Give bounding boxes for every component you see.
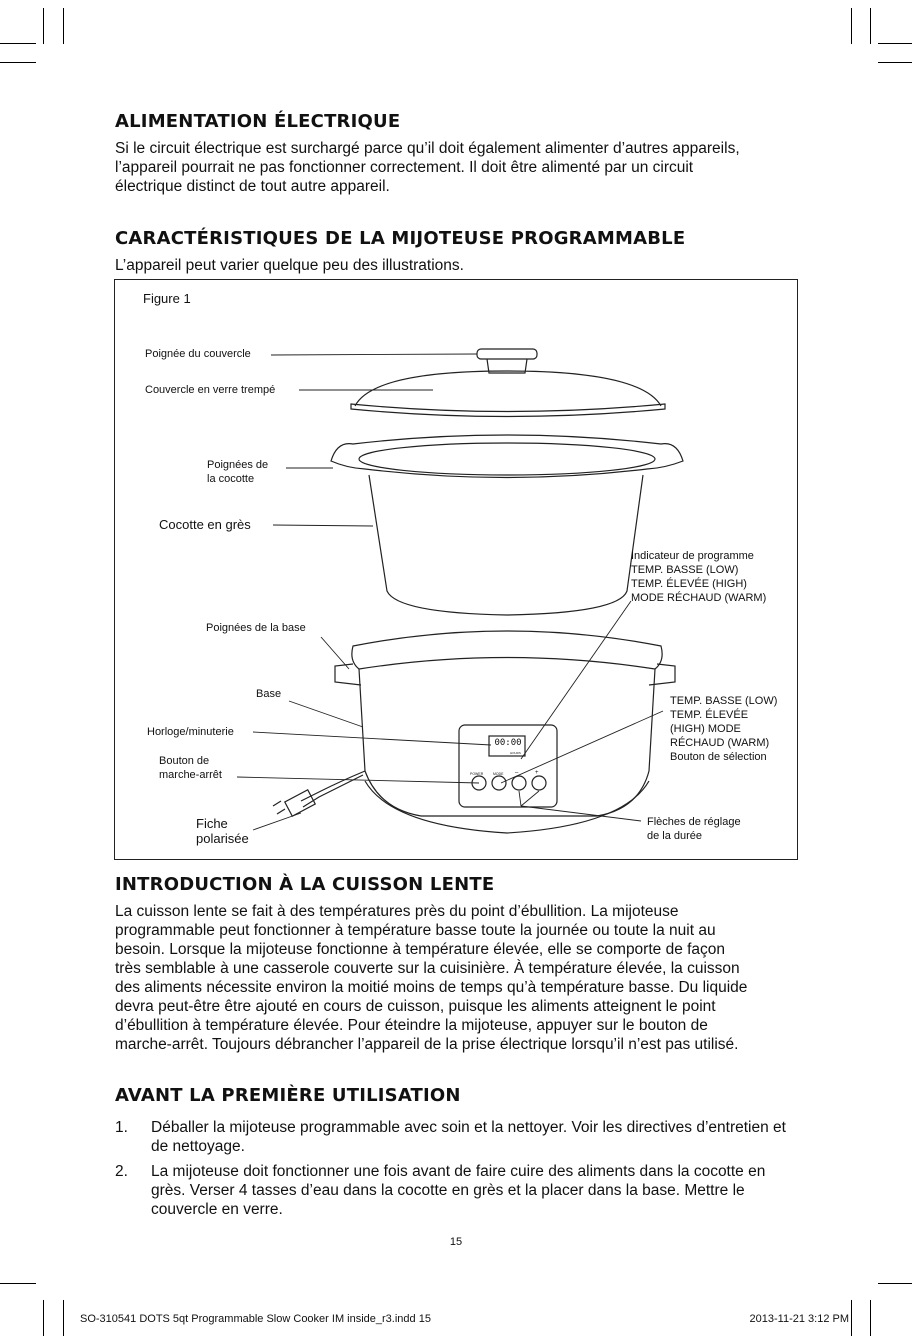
crop-mark — [870, 1300, 871, 1336]
crop-mark — [870, 8, 871, 44]
panel-display-text: 00:00 — [494, 738, 522, 748]
text-line: des aliments nécessite environ la moitié moins de temps qu’à température basse. Du liquide — [115, 979, 748, 996]
lid-rim — [351, 404, 665, 417]
leader-line — [521, 791, 539, 806]
crop-mark — [43, 8, 44, 44]
panel-button-up-label: + — [535, 770, 539, 776]
label-plug: Fiche polarisée — [196, 816, 249, 846]
label-lid-handle: Poignée du couvercle — [145, 348, 251, 360]
crock-opening — [359, 443, 655, 475]
mode-button-knob — [492, 776, 506, 790]
leader-line — [253, 813, 301, 830]
panel-button-down-label: – — [515, 770, 519, 776]
page-number: 15 — [449, 1236, 463, 1248]
label-crock-handles: Poignées de la cocotte — [207, 459, 269, 485]
footer-date-slug: 2013-11-21 3:12 PM — [749, 1313, 849, 1325]
label-stoneware: Cocotte en grès — [159, 517, 251, 532]
power-supply-text — [115, 139, 795, 196]
crock-body — [369, 475, 643, 615]
leader-line — [519, 791, 521, 806]
step-text: Déballer la mijoteuse programmable avec soin et la nettoyer. Voir les directives d’entretien et de nettoyage. — [151, 1119, 786, 1155]
down-button-knob — [512, 776, 526, 790]
text-line: devra peut-être être ajouté en cours de cuisson, puisque les aliments atteignent le point — [115, 998, 716, 1015]
glass-lid — [355, 371, 661, 406]
step-number: 1. — [115, 1119, 128, 1136]
crop-mark — [878, 43, 912, 44]
footer-file-slug: SO-310541 DOTS 5qt Programmable Slow Cooker IM inside_r3.indd 15 — [80, 1313, 431, 1325]
text-line: l’appareil pourrait ne pas fonctionner correctement. Il doit être alimenté par un circuit — [115, 159, 694, 176]
heading-intro: INTRODUCTION À LA CUISSON LENTE — [115, 874, 495, 895]
base-rim — [352, 631, 662, 669]
heading-power-supply: ALIMENTATION ÉLECTRIQUE — [115, 111, 401, 132]
crop-mark — [0, 43, 36, 44]
leader-line — [273, 525, 373, 526]
list-item — [115, 1118, 795, 1156]
crock-rim — [331, 435, 683, 478]
text-line: programmable peut fonctionner à température basse toute la journée ou toute la nuit au — [115, 922, 716, 939]
up-button-knob — [532, 776, 546, 790]
label-arrows: Flèches de réglage de la durée — [647, 816, 741, 842]
text-line: La cuisson lente se fait à des températures près du point d’ébullition. La mijoteuse — [115, 903, 679, 920]
crop-mark — [63, 1300, 64, 1336]
intro-text — [115, 902, 795, 1054]
crop-mark — [878, 1283, 912, 1284]
label-base: Base — [256, 688, 282, 700]
text-line: très semblable à une casserole couverte sur la cuisinière. À température élevée, la cuisson — [115, 960, 740, 977]
list-item — [115, 1162, 795, 1219]
plug — [285, 790, 315, 816]
crop-mark — [63, 8, 64, 44]
heading-first-use: AVANT LA PREMIÈRE UTILISATION — [115, 1085, 461, 1106]
label-glass-lid: Couvercle en verre trempé — [145, 384, 276, 396]
lid-knob — [477, 349, 537, 359]
panel-button-power-label: POWER — [470, 772, 484, 776]
base-handle-right — [649, 664, 675, 685]
label-power-button: Bouton de marche-arrêt — [159, 755, 222, 781]
heading-features: CARACTÉRISTIQUES DE LA MIJOTEUSE PROGRAMMABLE — [115, 228, 686, 249]
step-text: La mijoteuse doit fonctionner une fois avant de faire cuire des aliments dans la cocotte en grès. Verser 4 tasses d’eau dans la cocotte en grès et la placer dans la base. Mettre le couvercle en verre. — [151, 1163, 766, 1218]
leader-lines — [237, 354, 663, 830]
plug-prongs — [273, 801, 285, 814]
leader-line — [521, 806, 641, 821]
label-clock: Horloge/minuterie — [147, 726, 234, 738]
text-line: marche-arrêt. Toujours débrancher l’appareil de la prise électrique lorsqu’il n’est pas utilisé. — [115, 1036, 739, 1053]
panel-button-mode-label: MODE — [493, 772, 504, 776]
leader-line — [253, 732, 491, 745]
step-number: 2. — [115, 1163, 128, 1180]
leader-line — [271, 354, 477, 355]
leader-line — [289, 701, 363, 727]
crop-mark — [0, 1283, 36, 1284]
crop-mark — [43, 1300, 44, 1336]
text-line: Si le circuit électrique est surchargé parce qu’il doit également alimenter d’autres appareils, — [115, 140, 740, 157]
text-line: besoin. Lorsque la mijoteuse fonctionne à température élevée, elle se comporte de façon — [115, 941, 726, 958]
features-text: L’appareil peut varier quelque peu des illustrations. — [115, 257, 464, 274]
label-select-button: TEMP. BASSE (LOW) TEMP. ÉLEVÉE (HIGH) MODE RÉCHAUD (WARM) Bouton de sélection — [670, 695, 778, 763]
crop-mark — [851, 1300, 852, 1336]
crop-mark — [878, 62, 912, 63]
label-program-indicator: Indicateur de programme TEMP. BASSE (LOW) TEMP. ÉLEVÉE (HIGH) MODE RÉCHAUD (WARM) — [631, 550, 767, 604]
figure-slow-cooker — [114, 279, 798, 860]
leader-line — [521, 601, 631, 759]
crop-mark — [0, 62, 36, 63]
figure-caption: Figure 1 — [143, 291, 191, 306]
first-use-steps — [115, 1118, 795, 1225]
panel-display-sub: HOURS — [510, 751, 521, 755]
text-line: d’ébullition à température élevée. Pour éteindre la mijoteuse, appuyer sur le bouton de — [115, 1017, 708, 1034]
crop-mark — [851, 8, 852, 44]
leader-line — [321, 637, 349, 669]
label-base-handles: Poignées de la base — [206, 622, 306, 634]
text-line: électrique distinct de tout autre appareil. — [115, 178, 390, 195]
